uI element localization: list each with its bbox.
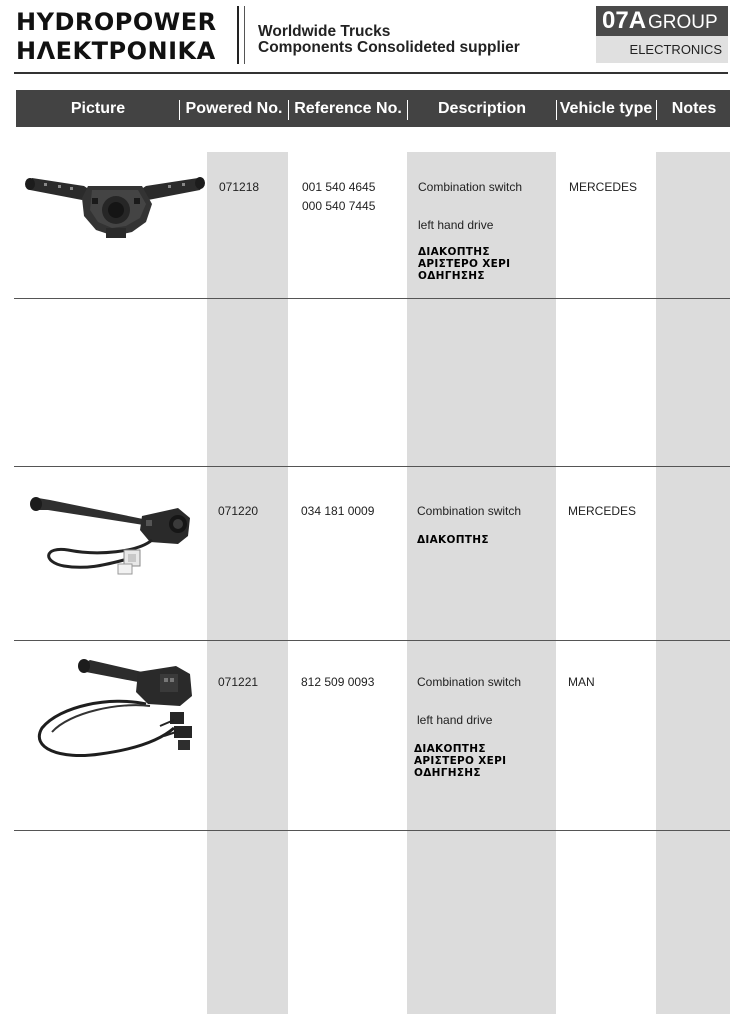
row-1-greek-line-2: ΑΡΙΣΤΕΡΟ ΧΕΡΙ bbox=[418, 258, 511, 270]
brand-name-greek: ΗΛΕΚΤΡΟΝΙΚΑ bbox=[16, 37, 216, 65]
row-1-powered-no: 071218 bbox=[219, 180, 260, 194]
row-separator bbox=[14, 298, 730, 299]
row-1-reference-no-2: 000 540 7445 bbox=[302, 199, 376, 213]
brand-divider bbox=[237, 6, 239, 64]
row-1-greek-line-1: ΔΙΑΚΟΠΤΗΣ bbox=[418, 246, 490, 258]
brand-name-latin: HYDROPOWER bbox=[16, 8, 217, 36]
row-separator bbox=[14, 466, 730, 467]
column-header-reference-no: Reference No. bbox=[294, 100, 402, 117]
combination-switch-with-cable-image bbox=[30, 656, 200, 778]
row-separator bbox=[14, 830, 730, 831]
row-3-vehicle-type: MAN bbox=[568, 675, 595, 689]
combination-switch-single-stalk-image bbox=[28, 490, 198, 590]
group-subtitle: ELECTRONICS bbox=[596, 36, 728, 63]
row-3-description: Combination switch bbox=[417, 675, 522, 689]
brand-logo bbox=[16, 8, 217, 66]
row-1-description-detail: left hand drive bbox=[418, 218, 494, 232]
row-2-description: Combination switch bbox=[417, 504, 522, 518]
column-header-picture: Picture bbox=[70, 100, 126, 117]
group-badge bbox=[596, 6, 728, 63]
tagline-line-2: Components Consolideted supplier bbox=[258, 39, 520, 56]
row-3-greek-line-3: ΟΔΗΓΗΣΗΣ bbox=[414, 767, 481, 779]
table-header-bar bbox=[16, 90, 730, 127]
tagline bbox=[258, 24, 520, 56]
row-separator bbox=[14, 640, 730, 641]
row-3-description-detail: left hand drive bbox=[417, 713, 493, 727]
column-header-notes: Notes bbox=[671, 100, 717, 117]
powered-no-column-shade bbox=[207, 152, 288, 1014]
row-1-greek-line-3: ΟΔΗΓΗΣΗΣ bbox=[418, 270, 485, 282]
row-3-powered-no: 071221 bbox=[218, 675, 259, 689]
row-1-reference-no-1: 001 540 4645 bbox=[302, 180, 376, 194]
row-3-reference-no-1: 812 509 0093 bbox=[301, 675, 375, 689]
combination-switch-dual-stalk-image bbox=[22, 160, 208, 244]
column-header-powered-no: Powered No. bbox=[185, 100, 283, 117]
row-3-greek-line-1: ΔΙΑΚΟΠΤΗΣ bbox=[414, 743, 486, 755]
row-2-powered-no: 071220 bbox=[218, 504, 259, 518]
group-word: GROUP bbox=[648, 12, 718, 33]
notes-column-shade bbox=[656, 152, 730, 1014]
group-number: 07A bbox=[602, 7, 647, 34]
tagline-line-1: Worldwide Trucks bbox=[258, 23, 391, 40]
column-header-description: Description bbox=[437, 100, 526, 117]
row-2-reference-no-1: 034 181 0009 bbox=[301, 504, 375, 518]
column-separator bbox=[656, 100, 657, 120]
row-1-vehicle-type: MERCEDES bbox=[569, 180, 638, 194]
column-header-vehicle-type: Vehicle type bbox=[559, 100, 653, 117]
row-3-greek-line-2: ΑΡΙΣΤΕΡΟ ΧΕΡΙ bbox=[414, 755, 507, 767]
row-2-greek-line-1: ΔΙΑΚΟΠΤΗΣ bbox=[417, 534, 489, 546]
brand-divider-thin bbox=[244, 6, 245, 64]
row-2-vehicle-type: MERCEDES bbox=[568, 504, 637, 518]
header-rule bbox=[14, 72, 728, 74]
row-1-description: Combination switch bbox=[418, 180, 523, 194]
